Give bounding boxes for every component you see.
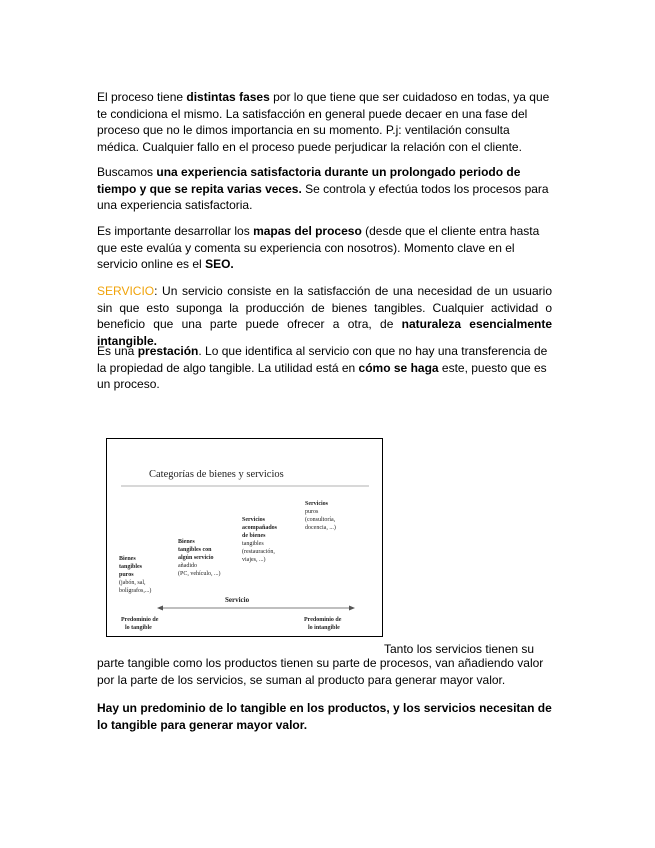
svg-text:Bienes: Bienes xyxy=(119,556,136,562)
categories-diagram xyxy=(107,439,382,636)
paragraph-mapas: Es importante desarrollar los mapas del proceso (desde que el cliente entra hasta que este evalúa y comenta su experiencia con nosotros). Momento clave en el servicio online es el SEO. xyxy=(97,224,540,272)
svg-text:bolígrafos,...): bolígrafos,...) xyxy=(119,588,152,594)
conclusion: Hay un predominio de lo tangible en los productos, y los servicios necesitan de lo tangible para generar mayor valor. xyxy=(97,701,552,732)
axis-label: Servicio xyxy=(225,596,250,604)
paragraph-fases: El proceso tiene distintas fases por lo que tiene que ser cuidadoso en todas, ya que te condiciona el mismo. La satisfacción en general puede decaer en una fase del proceso que no le dimos importancia en su momento. P.j: ventilación consulta médica. Cualquier fallo en el proceso puede perjudicar la relación con el cliente. xyxy=(97,90,550,154)
category-bienes-tangibles-puros xyxy=(119,556,151,594)
category-servicios-puros xyxy=(305,501,336,531)
svg-text:docencia, ...): docencia, ...) xyxy=(305,525,336,531)
svg-text:Servicios: Servicios xyxy=(305,501,328,507)
svg-text:Predominio de: Predominio de xyxy=(304,617,342,623)
svg-text:lo tangible: lo tangible xyxy=(125,625,152,631)
left-end-label xyxy=(121,617,159,631)
axis-arrow-left-head xyxy=(157,606,163,611)
svg-text:(consultoría,: (consultoría, xyxy=(305,517,336,523)
right-end-label xyxy=(304,617,342,631)
paragraph-experiencia: Buscamos una experiencia satisfactoria durante un prolongado periodo de tiempo y que se repita varias veces. Se controla y efectúa todos los procesos para una experiencia satisfactoria. xyxy=(97,165,549,213)
servicio-keyword: SERVICIO xyxy=(97,284,155,298)
svg-text:(restauración,: (restauración, xyxy=(242,549,275,555)
svg-text:Servicios: Servicios xyxy=(242,517,265,523)
paragraph-servicio: SERVICIO: Un servicio consiste en la satisfacción de una necesidad de un usuario sin que esto suponga la producción de bienes tangibles. Cualquier actividad o beneficio que una parte puede ofrecer a otra, de naturaleza esencialmente intangible. xyxy=(97,284,552,348)
categories-figure xyxy=(106,438,383,637)
svg-text:acompañados: acompañados xyxy=(242,525,278,531)
svg-text:Predominio de: Predominio de xyxy=(121,617,159,623)
svg-text:de bienes: de bienes xyxy=(242,533,266,539)
category-servicios-con-bienes xyxy=(242,517,278,563)
svg-text:tangibles con: tangibles con xyxy=(178,547,212,553)
category-bienes-con-servicio xyxy=(178,539,221,577)
svg-text:tangibles: tangibles xyxy=(119,564,143,570)
svg-text:puros: puros xyxy=(305,509,319,515)
svg-text:(PC, vehículo, ...): (PC, vehículo, ...) xyxy=(178,571,221,577)
after-figure-text: parte tangible como los productos tienen su parte de procesos, van añadiendo valor por la parte de los servicios, se suman al producto para generar mayor valor. xyxy=(97,656,544,687)
svg-text:(jabón, sal,: (jabón, sal, xyxy=(119,580,146,586)
svg-text:Bienes: Bienes xyxy=(178,539,195,545)
axis-arrow-right-head xyxy=(349,606,355,611)
svg-text:añadido: añadido xyxy=(178,563,197,569)
svg-text:tangibles: tangibles xyxy=(242,541,264,547)
svg-text:lo intangible: lo intangible xyxy=(308,625,340,631)
figure-title: Categorías de bienes y servicios xyxy=(149,469,284,480)
svg-text:algún servicio: algún servicio xyxy=(178,555,214,561)
svg-text:puros: puros xyxy=(119,572,134,578)
after-figure-line1: Tanto los servicios tienen su xyxy=(384,642,535,656)
paragraph-prestacion: Es una prestación. Lo que identifica al servicio con que no hay una transferencia de la propiedad de algo tangible. La utilidad está en cómo se haga este, puesto que es un proceso. xyxy=(97,344,548,392)
svg-text:viajes, ...): viajes, ...) xyxy=(242,557,266,563)
